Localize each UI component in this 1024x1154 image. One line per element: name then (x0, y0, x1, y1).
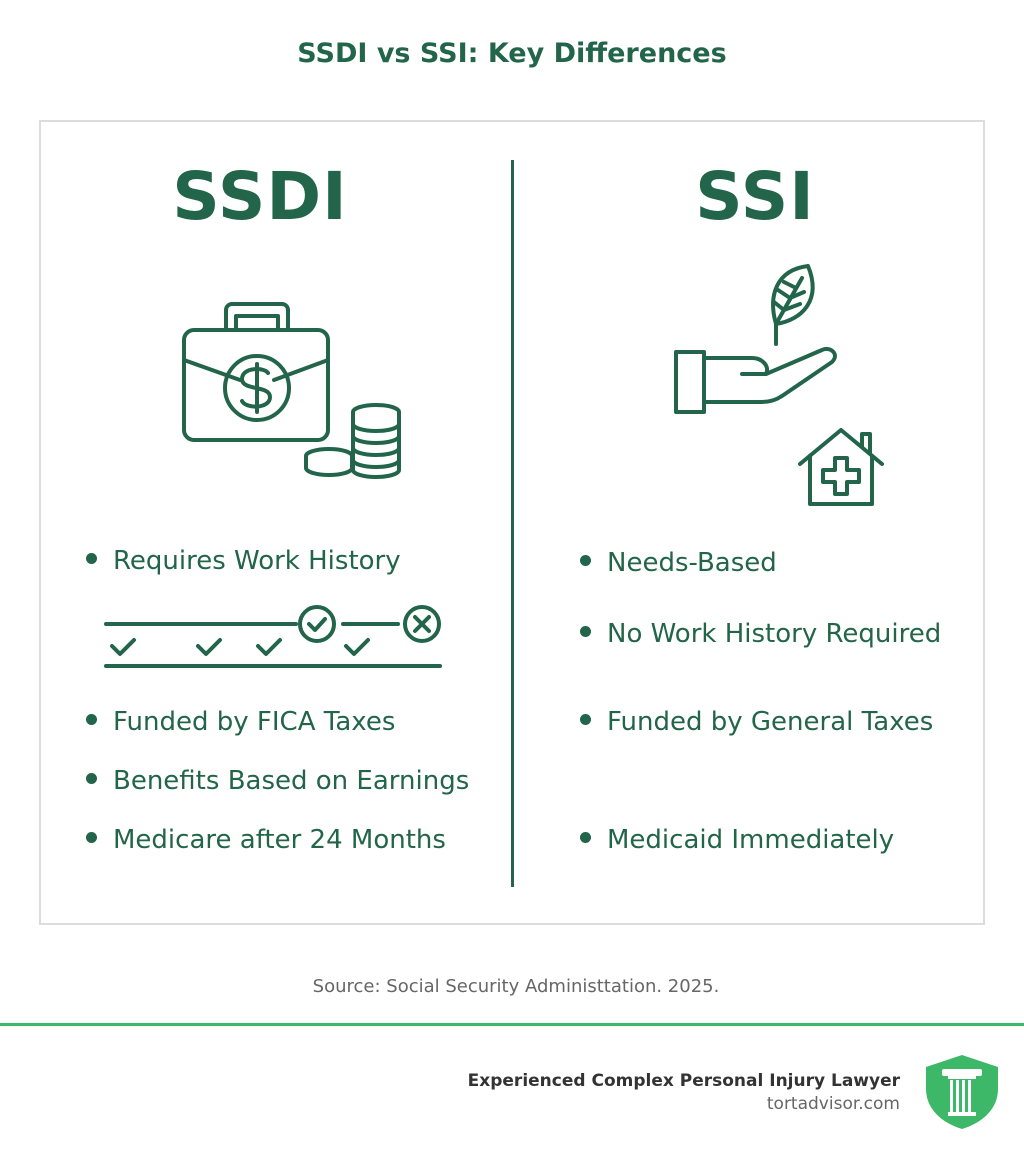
ssi-bullet-no-work-history: No Work History Required (580, 618, 941, 650)
source-citation: Source: Social Security Administtation. 2025. (312, 976, 720, 997)
bullet-dot (86, 714, 97, 725)
ssi-heading: SSI (695, 158, 815, 235)
column-divider (511, 160, 514, 887)
footer-branding (468, 1069, 900, 1115)
bullet-dot (580, 555, 591, 566)
bullet-dot (580, 714, 591, 725)
ssdi-bullet-work-history: Requires Work History (86, 545, 401, 577)
bullet-dot (580, 832, 591, 843)
shield-pillar-logo-icon (922, 1053, 1002, 1131)
ssi-bullet-medicaid: Medicaid Immediately (580, 824, 894, 856)
ssdi-bullet-medicare: Medicare after 24 Months (86, 824, 446, 856)
page-title: SSDI vs SSI: Key Differences (297, 38, 727, 69)
work-history-timeline-icon (102, 602, 446, 672)
ssdi-bullet-earnings: Benefits Based on Earnings (86, 765, 469, 797)
hand-leaf-icon (672, 262, 848, 416)
footer-tagline: Experienced Complex Personal Injury Lawyer (467, 1071, 900, 1091)
house-medical-icon (796, 426, 886, 508)
footer-website-link[interactable]: tortadvisor.com (766, 1094, 900, 1114)
ssi-bullet-needs-based: Needs-Based (580, 547, 777, 579)
footer-divider (0, 1023, 1024, 1026)
bullet-dot (86, 832, 97, 843)
ssdi-heading: SSDI (172, 158, 348, 235)
bullet-dot (580, 626, 591, 637)
ssi-bullet-general-taxes: Funded by General Taxes (580, 706, 933, 738)
bullet-dot (86, 773, 97, 784)
ssdi-bullet-fica: Funded by FICA Taxes (86, 706, 395, 738)
bullet-dot (86, 553, 97, 564)
coin-stack-icon (302, 400, 406, 482)
